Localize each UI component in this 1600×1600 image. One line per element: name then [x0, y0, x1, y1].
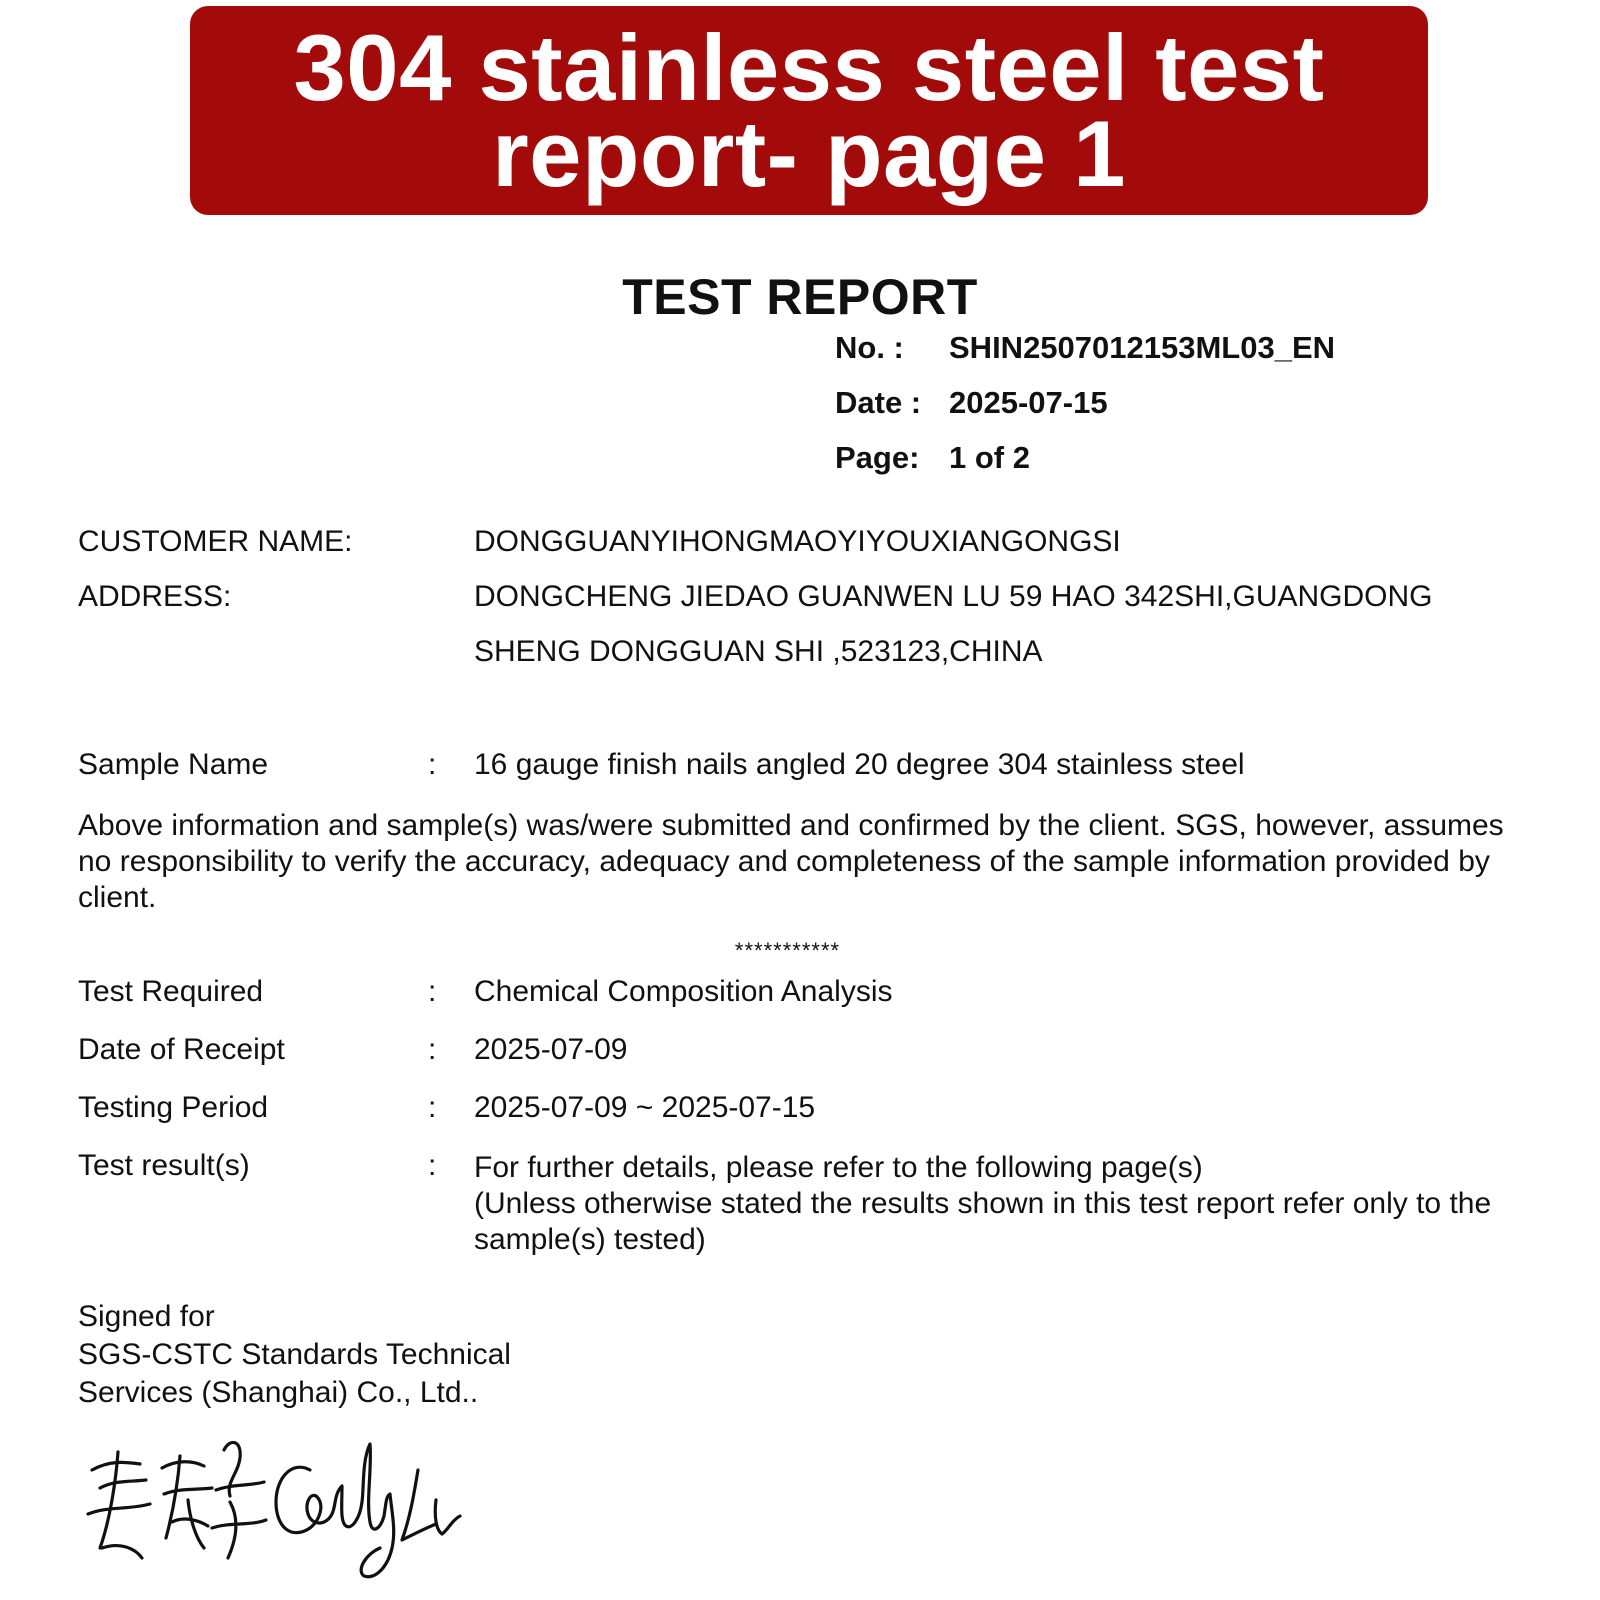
customer-name-label: CUSTOMER NAME:	[78, 525, 353, 558]
testing-period-value: 2025-07-09 ~ 2025-07-15	[474, 1091, 816, 1124]
address-line-2: SHENG DONGGUAN SHI ,523123,CHINA	[474, 635, 1043, 668]
sample-name-value: 16 gauge finish nails angled 20 degree 304 stainless steel	[474, 748, 1245, 781]
title-banner	[190, 6, 1428, 215]
report-page-label: Page:	[835, 440, 920, 475]
disclaimer-paragraph: Above information and sample(s) was/were submitted and confirmed by the client. SGS, however, assumes no responsibility to verify the accuracy, adequacy and completeness of the sample information provided by client.	[78, 809, 1504, 914]
sample-name-colon: :	[428, 748, 437, 781]
report-number-value: SHIN2507012153ML03_EN	[949, 330, 1336, 365]
report-date-label: Date :	[835, 385, 922, 420]
report-page-value: 1 of 2	[949, 440, 1030, 475]
customer-name-value: DONGGUANYIHONGMAOYIYOUXIANGONGSI	[474, 525, 1121, 558]
test-results-colon: :	[428, 1149, 437, 1182]
report-title: TEST REPORT	[622, 269, 978, 325]
signed-for-block	[78, 1298, 511, 1412]
signed-for-line-3: Services (Shanghai) Co., Ltd..	[78, 1376, 479, 1409]
date-of-receipt-value: 2025-07-09	[474, 1033, 628, 1066]
signed-for-line-2: SGS-CSTC Standards Technical	[78, 1338, 511, 1371]
separator-asterisks: ***********	[734, 938, 841, 963]
address-line-1: DONGCHENG JIEDAO GUANWEN LU 59 HAO 342SHI,GUANGDONG	[474, 580, 1433, 613]
test-required-label: Test Required	[78, 975, 264, 1008]
test-required-value: Chemical Composition Analysis	[474, 975, 893, 1008]
report-date-value: 2025-07-15	[949, 385, 1108, 420]
handwritten-signature	[80, 1430, 480, 1590]
test-results-text: For further details, please refer to the following page(s)	[474, 1151, 1203, 1184]
test-results-value	[474, 1150, 1534, 1258]
report-number-label: No. :	[835, 330, 904, 365]
test-results-label: Test result(s)	[78, 1149, 250, 1182]
banner-title-line-2: report- page 1	[492, 100, 1126, 206]
sample-name-label: Sample Name	[78, 748, 269, 781]
testing-period-colon: :	[428, 1091, 437, 1124]
date-of-receipt-colon: :	[428, 1033, 437, 1066]
test-required-colon: :	[428, 975, 437, 1008]
test-results-note: (Unless otherwise stated the results shown in this test report refer only to the sample(s) tested)	[474, 1187, 1492, 1256]
address-label: ADDRESS:	[78, 580, 232, 613]
date-of-receipt-label: Date of Receipt	[78, 1033, 285, 1066]
signed-for-line-1: Signed for	[78, 1300, 215, 1333]
testing-period-label: Testing Period	[78, 1091, 269, 1124]
banner-title-line-1: 304 stainless steel test	[293, 14, 1325, 120]
